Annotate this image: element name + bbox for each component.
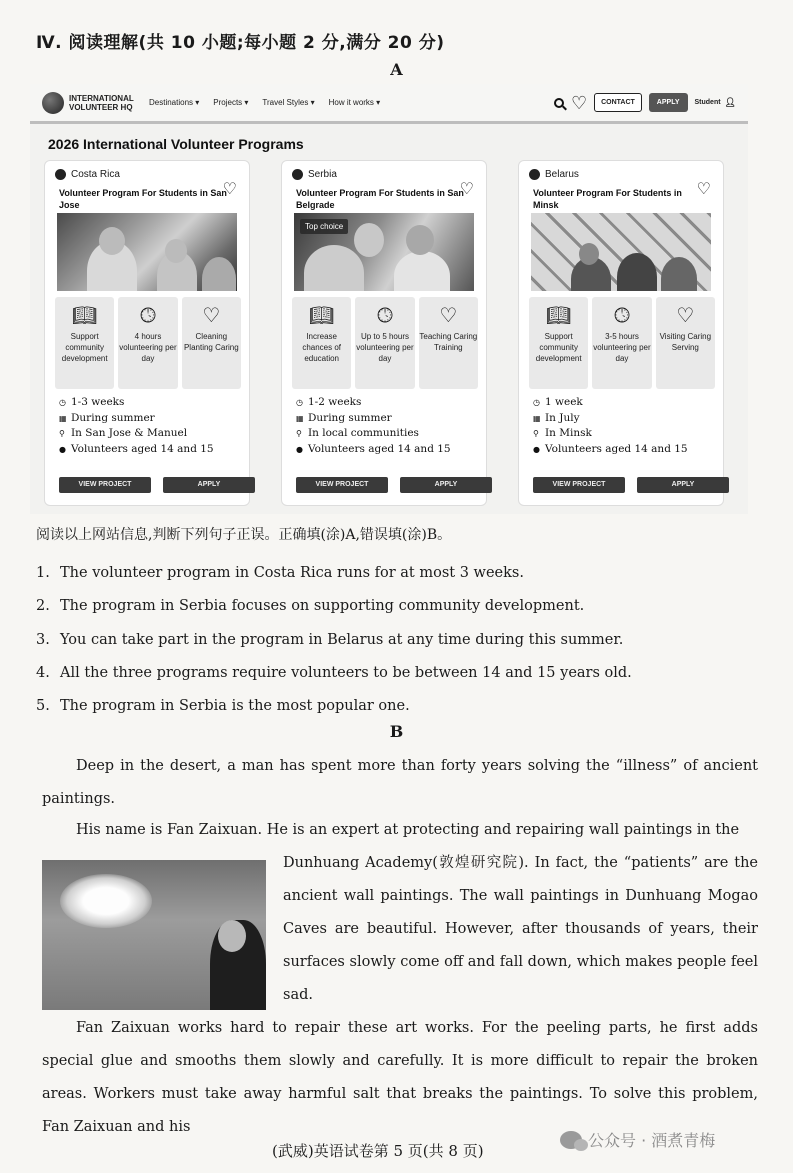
feature-tile: 📖︎ Support community development <box>529 297 588 389</box>
question-item: 2. The program in Serbia focuses on supporting community development. <box>36 598 585 615</box>
heart-hand-icon: ♡ <box>439 305 458 327</box>
globe-icon <box>42 92 64 114</box>
question-item: 5. The program in Serbia is the most popular one. <box>36 698 410 715</box>
view-project-button[interactable]: VIEW PROJECT <box>533 477 625 493</box>
nav-travel-styles[interactable]: Travel Styles ▾ <box>262 98 315 107</box>
question-item: 4. All the three programs require volunteers to be between 14 and 15 years old. <box>36 664 632 681</box>
site-nav <box>30 84 748 124</box>
passage-paragraph: Fan Zaixuan works hard to repair these art works. For the peeling parts, he first adds special glue and smooths them slowly and carefully. It is more difficult to repair the broken areas. Workers must take away harmful salt that breaks the paintings. To solve this problem, Fan Zaixuan and his <box>42 1020 758 1135</box>
passage-photo <box>42 860 266 1010</box>
heart-hand-icon: ♡ <box>676 305 695 327</box>
card-details: ◷ 1-3 weeks ▦ During summer ⚲ In San Jose & Manuel ● Volunteers aged 14 and 15 <box>59 395 214 457</box>
flag-icon <box>292 169 303 180</box>
book-icon: 📖︎ <box>71 305 98 327</box>
location-pin-icon: ⚲ <box>59 429 65 438</box>
favorite-heart-icon[interactable]: ♡ <box>696 181 711 198</box>
heart-hand-icon: ♡ <box>202 305 221 327</box>
calendar-icon: ▦ <box>296 413 304 423</box>
book-icon: 📖︎ <box>545 305 572 327</box>
heart-icon[interactable]: ♡ <box>570 92 588 113</box>
section-title: Ⅳ. 阅读理解(共 10 小题;每小题 2 分,满分 20 分) <box>36 33 445 53</box>
logo-text: INTERNATIONAL VOLUNTEER HQ <box>69 93 134 112</box>
card-photo <box>57 213 237 291</box>
search-icon[interactable] <box>554 98 564 108</box>
part-b-label: B <box>389 722 404 741</box>
clock-icon: 🕓︎ <box>140 305 156 327</box>
question-item: 3. You can take part in the program in Belarus at any time during this summer. <box>36 631 624 648</box>
passage-paragraph: Deep in the desert, a man has spent more than forty years solving the “illness” of ancient paintings. <box>42 758 758 807</box>
feature-tile: 🕓︎ Up to 5 hours volunteering per day <box>355 297 414 389</box>
question-item: 1. The volunteer program in Costa Rica runs for at most 3 weeks. <box>36 565 524 581</box>
feature-tile: 🕓︎ 3-5 hours volunteering per day <box>592 297 651 389</box>
part-a-label: A <box>390 60 403 79</box>
feature-tile: 📖︎ Increase chances of education <box>292 297 351 389</box>
favorite-heart-icon[interactable]: ♡ <box>222 181 237 198</box>
nav-projects[interactable]: Projects ▾ <box>213 98 249 107</box>
flag-icon <box>529 169 540 180</box>
wechat-icon <box>560 1131 582 1149</box>
program-card-serbia[interactable] <box>281 160 487 506</box>
location-pin-icon: ⚲ <box>296 429 302 438</box>
person-icon: ● <box>296 444 303 454</box>
passage-paragraph: Dunhuang Academy(敦煌研究院). In fact, the “patients” are the ancient wall paintings. The wall paintings in Dunhuang Mogao Caves are beautiful. However, after thousands of years, their surfaces slowly come off and fall down, which makes people feel sad. <box>283 855 758 1003</box>
card-title: Volunteer Program For Students in San Belgrade <box>296 188 464 210</box>
feature-tile: ♡ Teaching Caring Training <box>419 297 478 389</box>
card-photo <box>531 213 711 291</box>
site-logo[interactable] <box>42 92 135 114</box>
person-icon: ● <box>59 444 66 454</box>
card-country: Serbia <box>308 169 337 180</box>
page-footer: (武威)英语试卷第 5 页(共 8 页) <box>272 1142 484 1160</box>
favorite-heart-icon[interactable]: ♡ <box>459 181 474 198</box>
clock-icon: ◷ <box>296 398 303 407</box>
feature-tile: 📖︎ Support community development <box>55 297 114 389</box>
card-country: Costa Rica <box>71 169 120 180</box>
flag-icon <box>55 169 66 180</box>
card-apply-button[interactable]: APPLY <box>400 477 492 493</box>
user-icon: 👤︎ <box>724 97 736 107</box>
card-country: Belarus <box>545 169 579 180</box>
instruction: 阅读以上网站信息,判断下列句子正误。正确填(涂)A,错误填(涂)B。 <box>36 527 452 543</box>
card-details: ◷ 1-2 weeks ▦ During summer ⚲ In local communities ● Volunteers aged 14 and 15 <box>296 395 451 457</box>
question-list <box>36 557 632 723</box>
clock-icon: 🕓︎ <box>614 305 630 327</box>
card-photo <box>294 213 474 291</box>
view-project-button[interactable]: VIEW PROJECT <box>296 477 388 493</box>
nav-how-it-works[interactable]: How it works ▾ <box>328 98 381 107</box>
contact-button[interactable]: CONTACT <box>594 93 642 112</box>
clock-icon: ◷ <box>59 398 66 407</box>
calendar-icon: ▦ <box>533 413 541 423</box>
top-choice-badge: Top choice <box>300 219 348 234</box>
calendar-icon: ▦ <box>59 413 67 423</box>
view-project-button[interactable]: VIEW PROJECT <box>59 477 151 493</box>
program-card-costa-rica[interactable] <box>44 160 250 506</box>
book-icon: 📖︎ <box>308 305 335 327</box>
clock-icon: ◷ <box>533 398 540 407</box>
website-screenshot <box>30 84 748 514</box>
card-title: Volunteer Program For Students in Minsk <box>533 188 682 210</box>
person-icon: ● <box>533 444 540 454</box>
passage-paragraph: His name is Fan Zaixuan. He is an expert at protecting and repairing wall paintings in the <box>76 822 740 838</box>
student-menu[interactable] <box>695 97 737 108</box>
programs-heading: 2026 International Volunteer Programs <box>48 136 304 152</box>
clock-icon: 🕓︎ <box>377 305 393 327</box>
feature-tile: ♡ Cleaning Planting Caring <box>182 297 241 389</box>
watermark: 公众号 · 酒煮青梅 <box>560 1128 715 1151</box>
program-card-belarus[interactable] <box>518 160 724 506</box>
card-apply-button[interactable]: APPLY <box>163 477 255 493</box>
card-details: ◷ 1 week ▦ In July ⚲ In Minsk ● Volunteers aged 14 and 15 <box>533 395 688 457</box>
card-apply-button[interactable]: APPLY <box>637 477 729 493</box>
feature-tile: ♡ Visiting Caring Serving <box>656 297 715 389</box>
student-label: Student <box>694 99 721 106</box>
feature-tile: 🕓︎ 4 hours volunteering per day <box>118 297 177 389</box>
apply-button[interactable]: APPLY <box>649 93 688 112</box>
card-title: Volunteer Program For Students in San Jose <box>59 188 227 210</box>
nav-destinations[interactable]: Destinations ▾ <box>149 98 200 107</box>
location-pin-icon: ⚲ <box>533 429 539 438</box>
